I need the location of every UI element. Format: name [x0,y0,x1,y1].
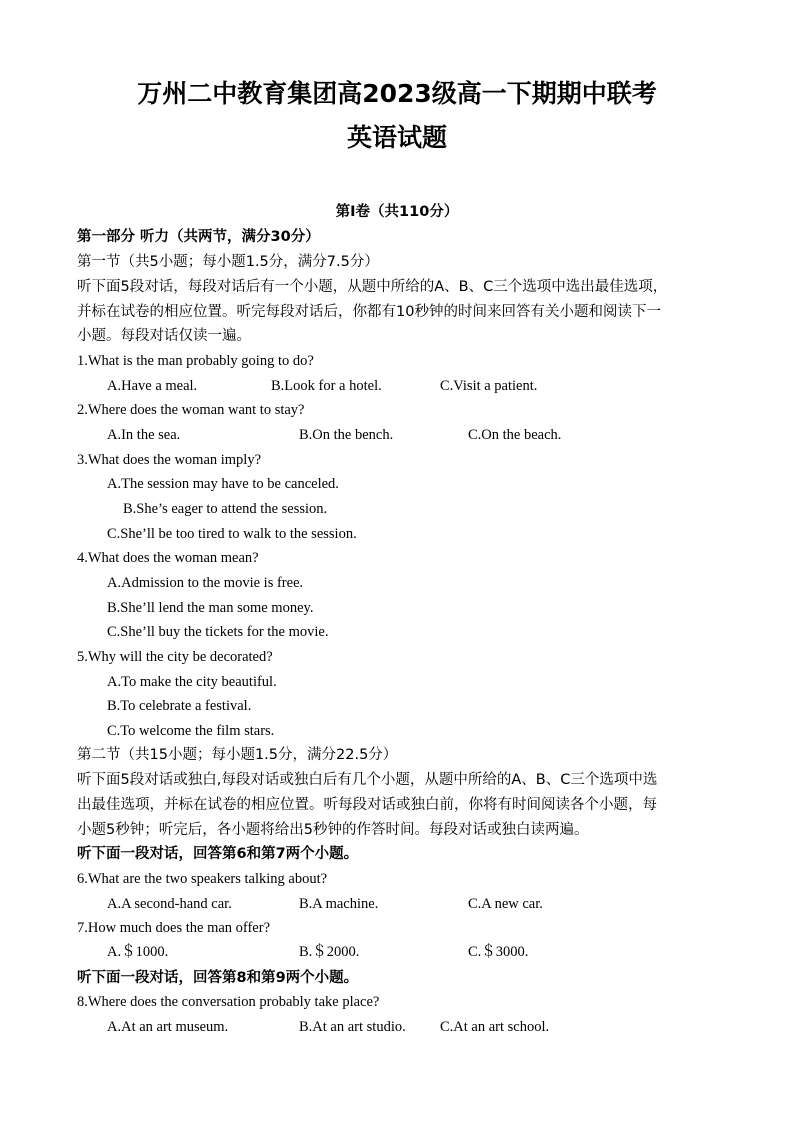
option-b: B.At an art studio. [299,1019,406,1035]
option-b: B.A machine. [299,896,379,912]
section2-instruction-line: 出最佳选项，并标在试卷的相应位置。听每段对话或独白前，你将有时间阅读各个小题，每 [77,797,657,813]
exam-title-line2: 英语试题 [346,123,447,152]
option-a: A.To make the city beautiful. [107,674,277,690]
option-a: A.Have a meal. [107,378,198,394]
section1-instruction-line: 小题。每段对话仅读一遍。 [77,328,251,344]
section1-heading: 第一节（共5小题；每小题1.5分，满分7.5分） [77,254,379,270]
option-b: B.On the bench. [299,427,394,443]
option-b: B.To celebrate a festival. [107,698,252,714]
option-a: A.The session may have to be canceled. [107,476,339,492]
option-a: A.In the sea. [107,427,181,443]
group-prompt: 听下面一段对话，回答第8和第9两个小题。 [77,970,359,986]
question-stem: 3.What does the woman imply? [77,452,262,468]
question-stem: 4.What does the woman mean? [77,550,259,566]
option-a: A.A second-hand car. [107,896,232,912]
option-c: C.She’ll buy the tickets for the movie. [107,624,329,640]
option-c: C.She’ll be too tired to walk to the session. [107,526,357,542]
section1-instruction-line: 听下面5段对话，每段对话后有一个小题，从题中所给的A、B、C三个选项中选出最佳选项， [77,279,668,295]
section2-instruction-line: 听下面5段对话或独白,每段对话或独白后有几个小题，从题中所给的A、B、C三个选项中选 [77,772,658,788]
option-c: C.A new car. [468,896,543,912]
part1-heading: 第一部分 听力（共两节，满分30分） [77,229,320,245]
option-c: C.To welcome the film stars. [107,723,275,739]
option-a: A.Admission to the movie is free. [107,575,304,591]
exam-title-line1: 万州二中教育集团高2023级高一下期期中联考 [137,79,657,108]
option-b: B.Look for a hotel. [271,378,382,394]
section1-instruction-line: 并标在试卷的相应位置。听完每段对话后，你都有10秒钟的时间来回答有关小题和阅读下一 [77,304,661,320]
question-stem: 2.Where does the woman want to stay? [77,402,305,418]
option-b: B.＄2000. [299,944,360,960]
option-c: C.＄3000. [468,944,529,960]
option-c: C.On the beach. [468,427,562,443]
volume-heading: 第Ⅰ卷（共110分） [335,204,459,220]
section2-heading: 第二节（共15小题；每小题1.5分，满分22.5分） [77,747,398,763]
question-stem: 6.What are the two speakers talking about? [77,871,328,887]
option-b: B.She’s eager to attend the session. [123,501,328,517]
question-stem: 7.How much does the man offer? [77,920,271,936]
question-stem: 8.Where does the conversation probably take place? [77,994,380,1010]
question-stem: 5.Why will the city be decorated? [77,649,273,665]
option-b: B.She’ll lend the man some money. [107,600,314,616]
question-stem: 1.What is the man probably going to do? [77,353,314,369]
option-c: C.Visit a patient. [440,378,538,394]
option-a: A.At an art museum. [107,1019,229,1035]
option-c: C.At an art school. [440,1019,550,1035]
section2-instruction-line: 小题5秒钟；听完后，各小题将给出5秒钟的作答时间。每段对话或独白读两遍。 [77,822,589,838]
option-a: A.＄1000. [107,944,169,960]
group-prompt: 听下面一段对话，回答第6和第7两个小题。 [77,846,359,862]
